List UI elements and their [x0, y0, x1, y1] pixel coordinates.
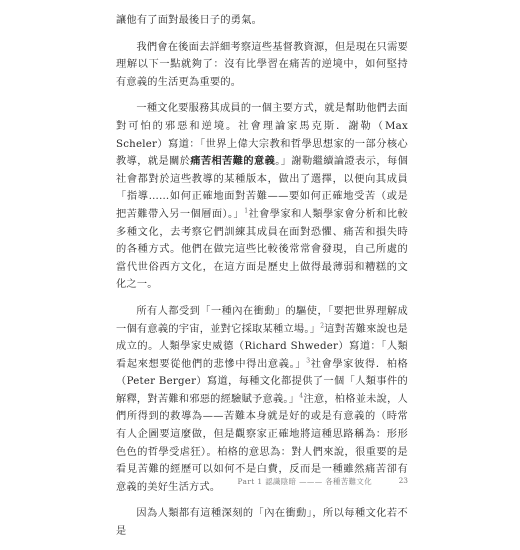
paragraph-text: 社會學家彼得．柏格（Peter Berger）寫道，每種文化都提供了一個「人類事件的解釋，對苦難和邪惡的經驗賦予意義。」: [116, 358, 408, 405]
page-footer: [0, 476, 520, 490]
paragraph-text: 這對苦難來說也是成立的。人類學家史威德（Richard Shweder）寫道：「人類看起來想要從他們的悲慘中得出意義。」: [116, 323, 408, 370]
paragraph-p2: [116, 39, 408, 92]
running-footer-title: Part 1 認識陰暗 ——— 各種苦難文化: [237, 477, 372, 486]
paragraph-text: 所有人都受到「一種內在衝動」的驅使，「要把世界理解成一個有意義的宇宙，並對它採取某種立場。」: [116, 305, 408, 335]
paragraph-text: 。」謝勒繼續論證表示，每個社會都對於這些教導的某種版本，做出了選擇，以便向其成員「指導……如何正確地面對苦難——要如何正確地受苦（或是把苦難帶入另一個層面）。」: [116, 156, 409, 220]
paragraph-text: 讓他有了面對最後日子的勇氣。: [116, 15, 263, 26]
footnote-marker: 2: [320, 322, 325, 330]
paragraph-text: 因為人類都有這種深刻的「內在衝動」，所以每種文化若不是: [116, 508, 408, 538]
paragraph-p3: [116, 100, 408, 294]
paragraph-p1: [116, 12, 408, 30]
emphasis-text: 痛苦相苦難的意義: [190, 155, 276, 168]
paragraph-text: 一種文化要服務其成員的一個主要方式，就是幫助他們去面對可怕的邪惡和逆境。社會理論家馬克斯．謝勒（Max Scheler）寫道：「世界上偉大宗教和哲學思想家的一部分核心教導，就是關於: [116, 103, 408, 168]
paragraph-text: 社會學家和人類學家會分析和比較多種文化，去考察它們訓練其成員在面對恐懼、痛苦和損失時的各種方式。他們在做完這些比較後常常會發現，自己所處的當代世俗西方文化，在這方面是歷史上做得最薄弱和糟糕的文化之一。: [116, 208, 408, 291]
footnote-marker: 1: [244, 207, 249, 215]
page-number: 23: [398, 476, 408, 485]
body-text: [116, 12, 408, 550]
footnote-marker: 3: [306, 357, 311, 365]
paragraph-p5: [116, 505, 408, 540]
paragraph-p4: [116, 303, 408, 497]
footnote-marker: 4: [299, 392, 304, 400]
paragraph-text: 注意，柏格並未說，人們所得到的救導為——苦難本身就是好的或是有意義的（時常有人企圖要這麼做，但是觀察家正確地將這種思路稱為：形形色色的哲學受虐狂）。柏格的意思為：對人們來說，很重要的是看見苦難的經歷可以如何不是白費，反而是一種雖然痛苦卻有意義的美好生活方式。: [116, 393, 408, 493]
paragraph-text: 我們會在後面去詳細考察這些基督教資源，但是現在只需要理解以下一點就夠了：沒有比學習在痛苦的逆境中，如何堅持有意義的生活更為重要的。: [116, 41, 408, 88]
